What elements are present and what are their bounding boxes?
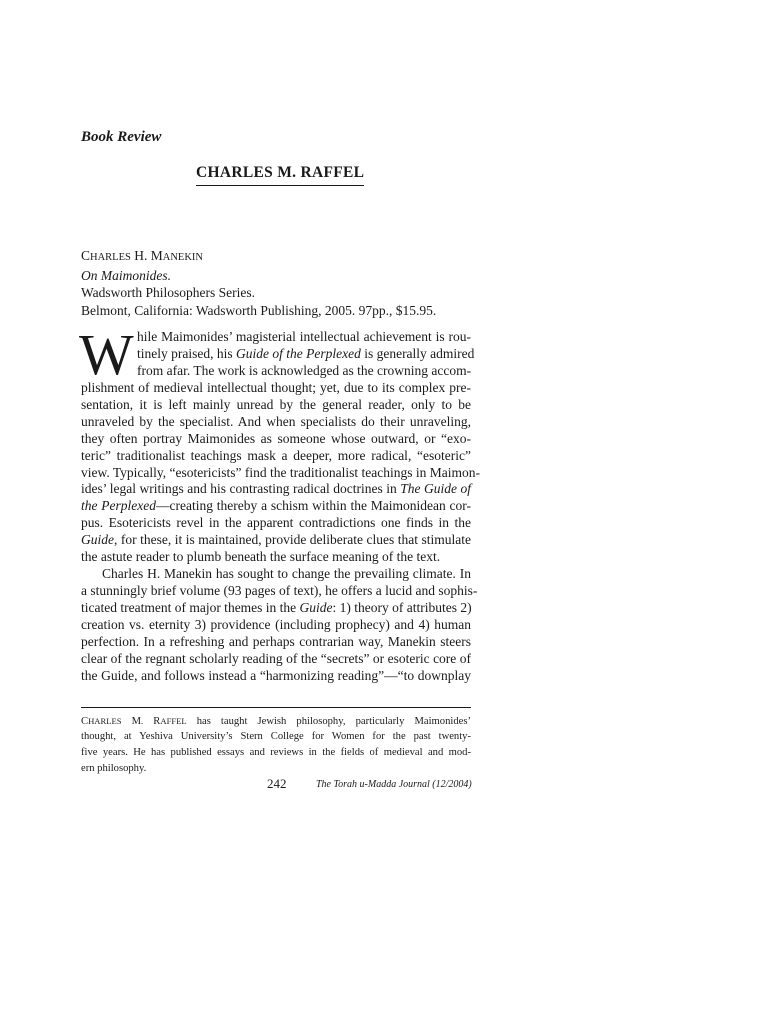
body-line: creation vs. eternity 3) providence (including prophecy) and 4) human (81, 616, 471, 632)
footnote-divider (81, 707, 471, 708)
footnote-line: thought, at Yeshiva University’s Stern College for Women for the past twenty- (81, 731, 471, 742)
section-label: Book Review (81, 129, 162, 145)
body-line: ticated treatment of major themes in the Guide: 1) theory of attributes 2) (81, 600, 472, 615)
body-line: Guide, for these, it is maintained, provide deliberate clues that stimulate (81, 532, 471, 548)
body-line: clear of the regnant scholarly reading of the “secrets” or esoteric core of (81, 650, 471, 666)
citation-publication: Belmont, California: Wadsworth Publishing, 2005. 97pp., $15.95. (81, 302, 437, 318)
body-line: teric” traditionalist teachings mask a deeper, more radical, “esoteric” (81, 447, 471, 463)
citation-title: On Maimonides. (81, 267, 171, 283)
body-line: ides’ legal writings and his contrasting radical doctrines in The Guide of (81, 481, 471, 497)
journal-name: The Torah u-Madda Journal (12/2004) (316, 779, 472, 790)
citation-author: CHARLES H. MANEKIN (81, 248, 203, 263)
body-line: hile Maimonides’ magisterial intellectual achievement is rou- (137, 329, 471, 344)
body-line: perfection. In a refreshing and perhaps contrarian way, Manekin steers (81, 633, 471, 649)
body-line: the Perplexed—creating thereby a schism within the Maimonidean cor- (81, 498, 471, 514)
body-line: sentation, it is left mainly unread by the general reader, only to be (81, 396, 471, 412)
body-line: tinely praised, his Guide of the Perplexed is generally admired (137, 345, 475, 361)
body-line: they often portray Maimonides as someone whose outward, or “exo- (81, 430, 471, 446)
reviewer-name: CHARLES M. RAFFEL (196, 164, 364, 186)
body-line: plishment of medieval intellectual thought; yet, due to its complex pre- (81, 379, 471, 395)
citation-series: Wadsworth Philosophers Series. (81, 285, 256, 300)
body-line: from afar. The work is acknowledged as the crowning accom- (137, 362, 472, 378)
body-line: view. Typically, “esotericists” find the traditionalist teachings in Maimon- (81, 464, 480, 480)
body-line: unraveled by the specialist. And when specialists do their unraveling, (81, 413, 471, 429)
author-footnote (81, 713, 471, 777)
book-citation (81, 247, 501, 319)
body-line: the astute reader to plumb beneath the surface meaning of the text. (81, 549, 441, 565)
footnote-line: five years. He has published essays and reviews in the fields of medieval and mod- (81, 747, 471, 758)
footnote-line: CHARLES M. RAFFEL has taught Jewish philosophy, particularly Maimonides’ (81, 716, 471, 727)
drop-cap: W (79, 322, 134, 387)
body-line: pus. Esotericists revel in the apparent contradictions one finds in the (81, 515, 471, 531)
body-line: a stunningly brief volume (93 pages of text), he offers a lucid and sophis- (81, 583, 478, 599)
footnote-line: ern philosophy. (81, 763, 147, 774)
body-line: the Guide, and follows instead a “harmonizing reading”—“to downplay (81, 667, 471, 683)
review-body (81, 329, 480, 685)
body-line: Charles H. Manekin has sought to change the prevailing climate. In (102, 566, 471, 582)
page-number: 242 (267, 776, 287, 791)
